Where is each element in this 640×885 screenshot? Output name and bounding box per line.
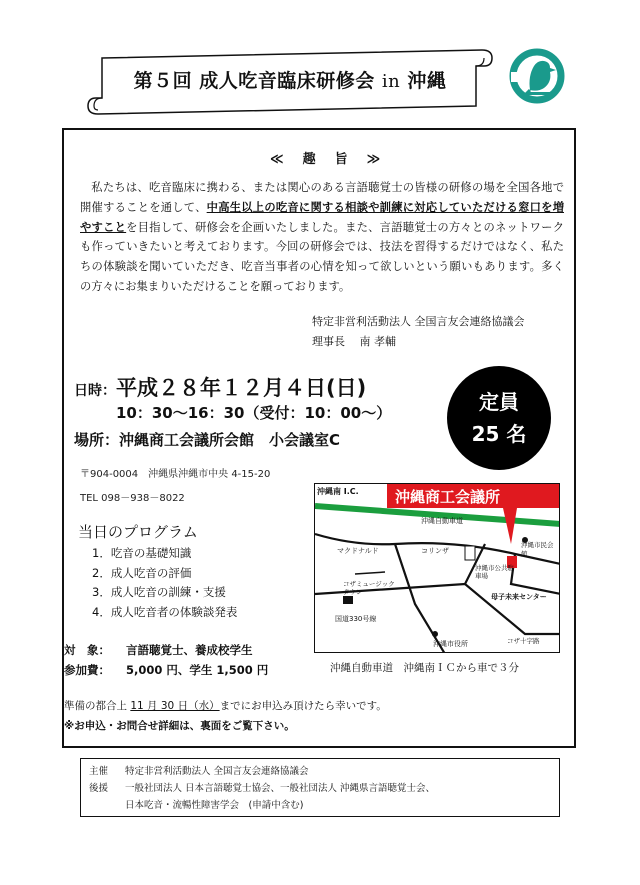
map-label-mcdonalds: マクドナルド bbox=[337, 547, 379, 555]
postal-address: 〒904-0004 沖縄県沖縄市中央 4-15-20 bbox=[80, 469, 271, 480]
program-item: 4．成人吃音者の体験談発表 bbox=[92, 604, 238, 619]
deadline-text: 準備の都合上 11 月 30 日（水）までにお申込み頂けたら幸いです。 bbox=[64, 700, 387, 712]
map-label-highway: 沖縄自動車道 bbox=[421, 517, 463, 525]
inquiry-note: ※お申込・お問合せ詳細は、裏面をご覧下さい。 bbox=[64, 720, 295, 732]
bird-logo-icon bbox=[508, 46, 566, 110]
map-label-route330: 国道330号線 bbox=[335, 615, 377, 623]
support-row-2: 日本吃音・流暢性障害学会 (申請中含む) bbox=[125, 800, 304, 811]
program-item: 3．成人吃音の訓練・支援 bbox=[92, 585, 226, 599]
organizer-block bbox=[312, 312, 525, 352]
program-title: 当日のプログラム bbox=[78, 523, 198, 541]
program-list bbox=[92, 544, 237, 622]
title-scroll bbox=[80, 44, 495, 124]
map-label-civic-hall: 沖縄市民会館 bbox=[521, 541, 554, 558]
page-title: 第５回 成人吃音臨床研修会 in 沖縄 bbox=[133, 70, 447, 92]
program-item: 2．成人吃音の評価 bbox=[92, 565, 192, 580]
map-label-parking: 沖縄市公共駐車場 bbox=[475, 564, 514, 580]
target-row: 対 象： 言語聴覚士、養成校学生 bbox=[64, 643, 253, 657]
target-fee-block bbox=[64, 640, 268, 680]
event-time: 10：30〜16：30（受付：10：00〜） bbox=[116, 404, 392, 422]
map-caption: 沖縄自動車道 沖縄南ＩＣから車で３分 bbox=[330, 662, 519, 674]
event-venue: 場所：沖縄商工会議所会館 小会議室C bbox=[74, 431, 341, 449]
access-map bbox=[314, 483, 560, 653]
map-label-center: 母子未来センター bbox=[491, 593, 547, 601]
phone-number: TEL 098－938－8022 bbox=[80, 493, 185, 504]
venue-address bbox=[80, 463, 270, 511]
map-label-koza-junction: コザ十字路 bbox=[507, 637, 540, 645]
fee-value: 5,000 円、学生 1,500 円 bbox=[126, 663, 269, 677]
support-names: 一般社団法人 日本言語聴覚士協会、一般社団法人 沖縄県言語聴覚士会、 bbox=[125, 783, 436, 794]
event-datetime bbox=[74, 372, 392, 422]
sponsor-box bbox=[80, 758, 560, 817]
capacity-value: 25 名 bbox=[471, 422, 527, 446]
map-label-colinza: コリンザ bbox=[421, 547, 449, 555]
capacity-label: 定員 bbox=[479, 390, 519, 414]
host-name: 特定非営利活動法人 全国言友会連絡協議会 bbox=[125, 766, 309, 777]
capacity-badge bbox=[447, 366, 551, 470]
purpose-highlight: 中高生以上の吃音に関する相談や訓練に対応していただける窓口を増やすこと bbox=[80, 200, 564, 234]
map-title: 沖縄商工会議所 bbox=[395, 488, 501, 506]
host-row: 主催 特定非営利活動法人 全国言友会連絡協議会 bbox=[89, 766, 309, 777]
map-label-city-hall: 沖縄市役所 bbox=[433, 640, 468, 648]
deadline-date: 11 月 30 日（水） bbox=[130, 700, 220, 712]
event-date: 平成２８年１２月４日(日) bbox=[116, 376, 367, 400]
map-label-music-town: コザミュージックタウン bbox=[343, 580, 395, 596]
purpose-heading: ≪ 趣 旨 ≫ bbox=[270, 152, 384, 167]
program-item: 1．吃音の基礎知識 bbox=[92, 546, 192, 560]
organizer-name: 特定非営利活動法人 全国言友会連絡協議会 bbox=[312, 315, 525, 328]
map-label-ic: 沖縄南 I.C. bbox=[317, 487, 359, 496]
fee-row: 参加費： 5,000 円、学生 1,500 円 bbox=[64, 663, 269, 677]
date-label: 日時： bbox=[74, 383, 116, 399]
organizer-role: 理事長 南 孝輔 bbox=[312, 335, 396, 348]
target-value: 言語聴覚士、養成校学生 bbox=[126, 643, 253, 657]
purpose-paragraph: 私たちは、吃音臨床に携わる、または関心のある言語聴覚士の皆様の研修の場を全国各地で開催することを通して、中高生以上の吃音に関する相談や訓練に対応していただける窓口を増やすことを目指して、研修会を企画いたしました。また、言語聴覚士の方々とのネットワークも作っていきたいと考えております。今回の研修会では、技法を習得するだけではなく、私たちの体験談を聞いていただき、吃音当事者の心情を知って欲しいという願いもあります。多くの方々にお集まりいただけることを願っております。 bbox=[80, 181, 564, 293]
support-row: 後援 一般社団法人 日本言語聴覚士協会、一般社団法人 沖縄県言語聴覚士会、 bbox=[89, 783, 436, 794]
